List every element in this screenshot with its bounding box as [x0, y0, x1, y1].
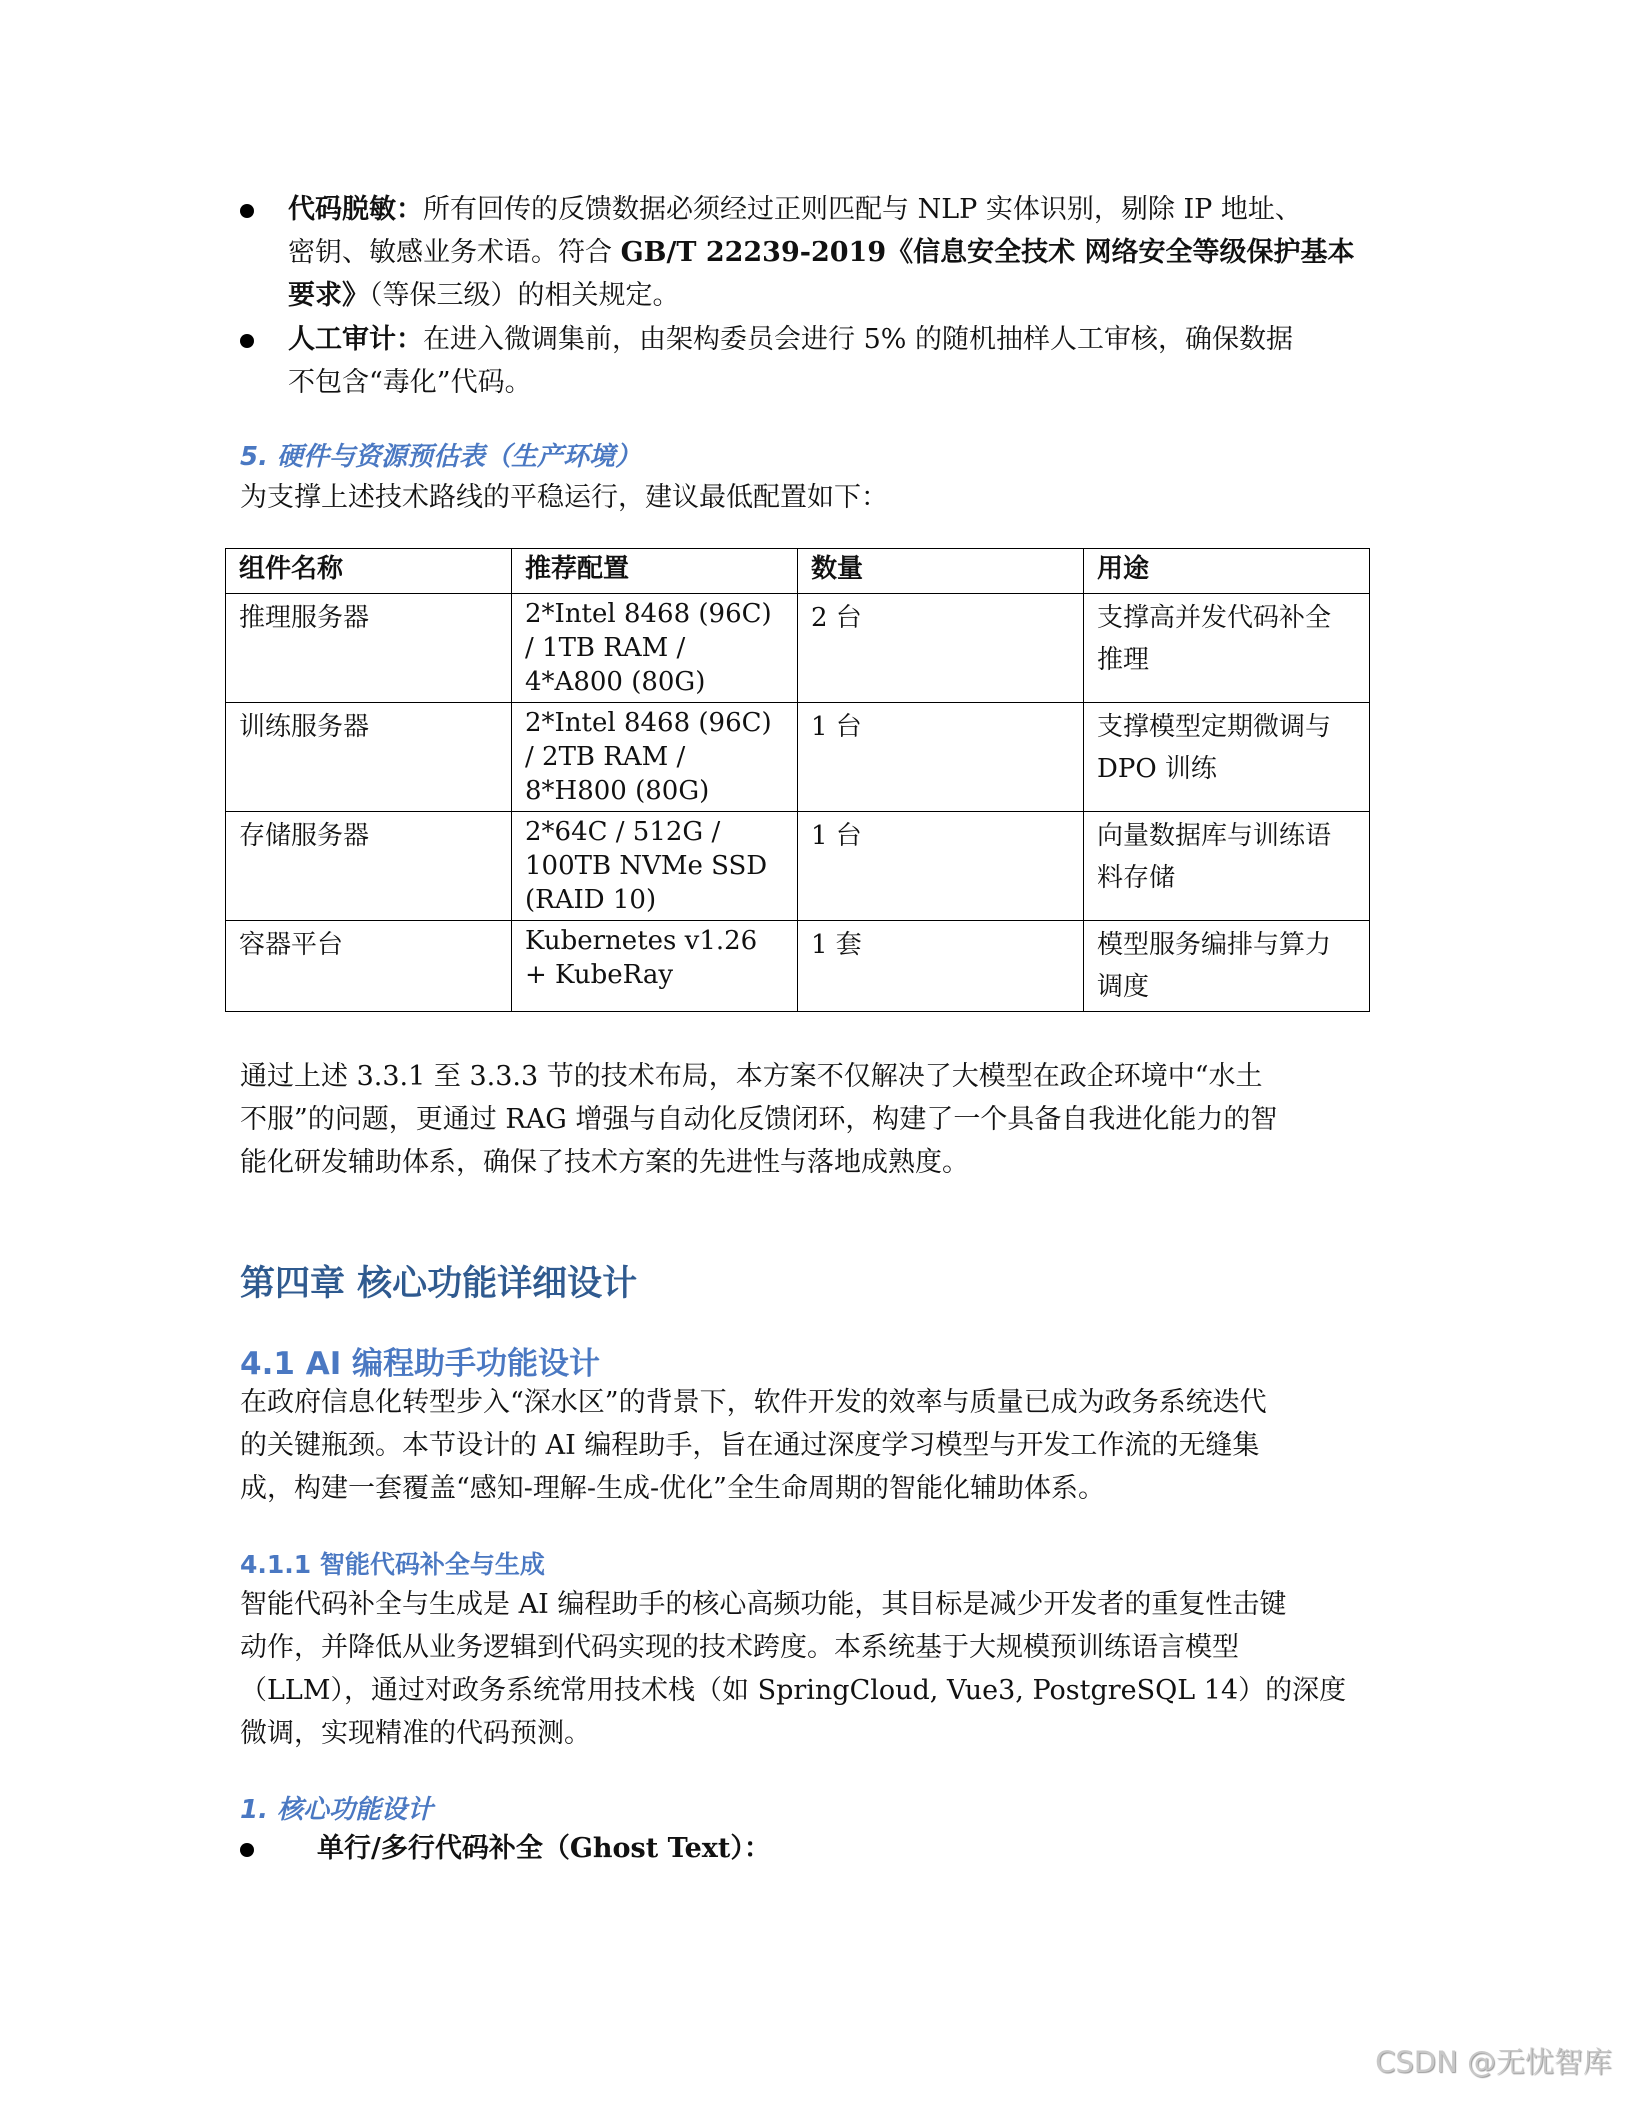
cell: 存储服务器	[226, 812, 512, 921]
section-intro	[240, 476, 1390, 519]
text: 动作，并降低从业务逻辑到代码实现的技术跨度。本系统基于大规模预训练语言模型	[240, 1632, 1239, 1663]
bullet-dot	[240, 204, 254, 218]
text: 微调，实现精准的代码预测。	[240, 1718, 591, 1749]
cell: 推理服务器	[226, 594, 512, 703]
cell: 2*Intel 8468 (96C) / 2TB RAM / 8*H800 (80G)	[512, 703, 798, 812]
watermark: CSDN @无忧智库	[1375, 2045, 1612, 2079]
cell: 1 台	[798, 812, 1084, 921]
bullet-label: 代码脱敏：	[288, 194, 423, 225]
cell: 向量数据库与训练语料存储	[1084, 812, 1370, 921]
cell: 支撑模型定期微调与 DPO 训练	[1084, 703, 1370, 812]
text: 在进入微调集前，由架构委员会进行 5% 的随机抽样人工审核，确保数据	[423, 324, 1293, 355]
cell: 容器平台	[226, 921, 512, 1012]
cell: Kubernetes v1.26 + KubeRay	[512, 921, 798, 1012]
section-4-1-1-paragraph	[240, 1583, 1390, 1755]
table-row	[226, 921, 1370, 1012]
bullet-dot	[240, 334, 254, 348]
header-cell: 数量	[798, 549, 1084, 594]
text: 不包含“毒化”代码。	[288, 367, 532, 398]
text: 的关键瓶颈。本节设计的 AI 编程助手，旨在通过深度学习模型与开发工作流的无缝集	[240, 1430, 1260, 1461]
text: 所有回传的反馈数据必须经过正则匹配与 NLP 实体识别，剔除 IP 地址、	[423, 194, 1302, 225]
bullet-label: 人工审计：	[288, 324, 423, 355]
cell: 2*Intel 8468 (96C) / 1TB RAM / 4*A800 (80G)	[512, 594, 798, 703]
text: 单行/多行代码补全（Ghost Text）：	[317, 1833, 771, 1864]
chapter-title: 第四章 核心功能详细设计	[240, 1264, 638, 1304]
header-cell: 推荐配置	[512, 549, 798, 594]
table-row	[226, 812, 1370, 921]
section-4-1-paragraph	[240, 1381, 1390, 1510]
cell: 1 套	[798, 921, 1084, 1012]
header-cell: 组件名称	[226, 549, 512, 594]
text: 成，构建一套覆盖“感知-理解-生成-优化”全生命周期的智能化辅助体系。	[240, 1473, 1105, 1504]
bullet-ghost-text	[317, 1827, 1467, 1870]
text: 通过上述 3.3.1 至 3.3.3 节的技术布局，本方案不仅解决了大模型在政企环境中“水土	[240, 1061, 1263, 1092]
section-title-4-1: 4.1 AI 编程助手功能设计	[240, 1346, 601, 1382]
text: （等保三级）的相关规定。	[369, 280, 680, 311]
cell: 1 台	[798, 703, 1084, 812]
section-heading-hardware: 5. 硬件与资源预估表（生产环境）	[240, 442, 642, 472]
text: 能化研发辅助体系，确保了技术方案的先进性与落地成熟度。	[240, 1147, 969, 1178]
cell: 2 台	[798, 594, 1084, 703]
text: 智能代码补全与生成是 AI 编程助手的核心高频功能，其目标是减少开发者的重复性击键	[240, 1589, 1287, 1620]
hardware-table	[225, 548, 1370, 1012]
header-cell: 用途	[1084, 549, 1370, 594]
text: 在政府信息化转型步入“深水区”的背景下，软件开发的效率与质量已成为政务系统迭代	[240, 1387, 1267, 1418]
table-row	[226, 703, 1370, 812]
cell: 2*64C / 512G / 100TB NVMe SSD (RAID 10)	[512, 812, 798, 921]
core-function-heading: 1. 核心功能设计	[240, 1795, 434, 1825]
text: 不服”的问题，更通过 RAG 增强与自动化反馈闭环，构建了一个具备自我进化能力的智	[240, 1104, 1278, 1135]
cell: 模型服务编排与算力调度	[1084, 921, 1370, 1012]
bullet-manual-audit	[288, 318, 1438, 404]
standard-reference: 要求》	[288, 280, 369, 311]
table-header-row	[226, 549, 1370, 594]
cell: 支撑高并发代码补全推理	[1084, 594, 1370, 703]
bullet-code-desensitization	[288, 188, 1438, 317]
cell: 训练服务器	[226, 703, 512, 812]
standard-reference: GB/T 22239-2019《信息安全技术 网络安全等级保护基本	[620, 237, 1355, 268]
table-row	[226, 594, 1370, 703]
text: （LLM），通过对政务系统常用技术栈（如 SpringCloud, Vue3, PostgreSQL 14）的深度	[240, 1675, 1347, 1706]
text: 为支撑上述技术路线的平稳运行，建议最低配置如下：	[240, 482, 888, 513]
text: 密钥、敏感业务术语。符合	[288, 237, 621, 268]
section-title-4-1-1: 4.1.1 智能代码补全与生成	[240, 1550, 545, 1579]
summary-paragraph	[240, 1055, 1390, 1184]
bullet-dot	[240, 1843, 254, 1857]
